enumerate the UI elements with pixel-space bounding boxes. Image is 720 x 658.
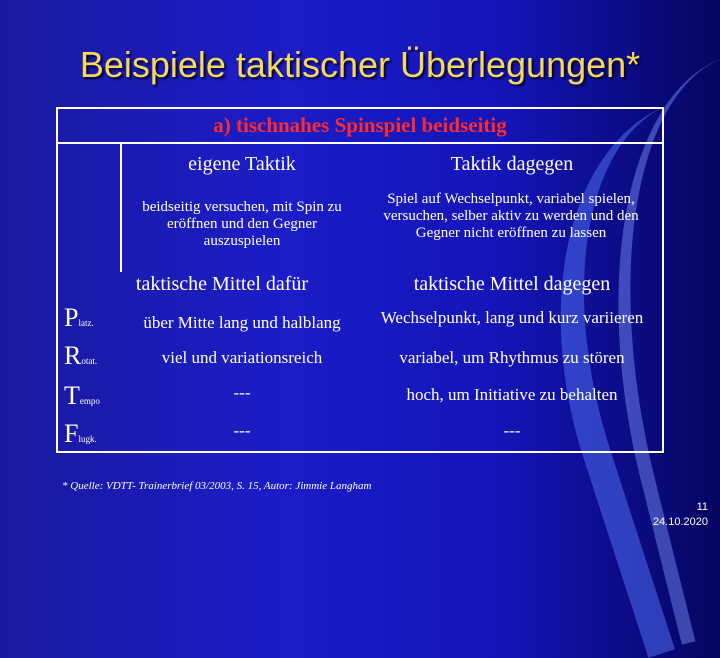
means-for-tempo: --- [233, 383, 251, 402]
means-for-heading: taktische Mittel dafür [135, 273, 309, 295]
tactics-table [56, 107, 664, 453]
page-number: 11 [696, 501, 708, 513]
row-label-flight: Flugk. [64, 419, 97, 448]
means-for-flight: --- [233, 421, 251, 440]
row-label-placement: Platz. [64, 303, 94, 332]
source-note: * Quelle: VDTT- Trainerbrief 03/2003, S. 15, Autor: Jimmie Langham [62, 480, 372, 492]
means-for-rotation: viel und variationsreich [161, 348, 323, 367]
header-counter-tactic: Taktik dagegen [450, 153, 574, 175]
row-label-tempo: Tempo [64, 381, 100, 410]
means-against-placement: Wechselpunkt, lang und kurz variieren [380, 308, 644, 327]
counter-tactic-text: Spiel auf Wechselpunkt, variabel spielen, versuchen, selber aktiv zu werden und den Gegner nicht eröffnen zu lassen [383, 191, 639, 241]
slide-date: 24.10.2020 [652, 516, 708, 528]
table-divider [58, 142, 662, 144]
slide-footer [653, 500, 708, 530]
means-against-flight: --- [503, 421, 521, 440]
slide-title: Beispiele taktischer Überlegungen* [79, 44, 641, 85]
means-against-tempo: hoch, um Initiative zu behalten [406, 385, 618, 404]
means-against-rotation: variabel, um Rhythmus zu stören [399, 348, 625, 367]
own-tactic-text: beidseitig versuchen, mit Spin zu eröffnen und den Gegner auszuspielen [142, 199, 342, 249]
header-own-tactic: eigene Taktik [188, 153, 296, 175]
means-for-placement: über Mitte lang und halblang [143, 313, 341, 332]
row-label-rotation: Rotat. [64, 341, 98, 370]
table-subtitle: a) tischnahes Spinspiel beidseitig [213, 113, 507, 137]
means-against-heading: taktische Mittel dagegen [413, 273, 611, 295]
